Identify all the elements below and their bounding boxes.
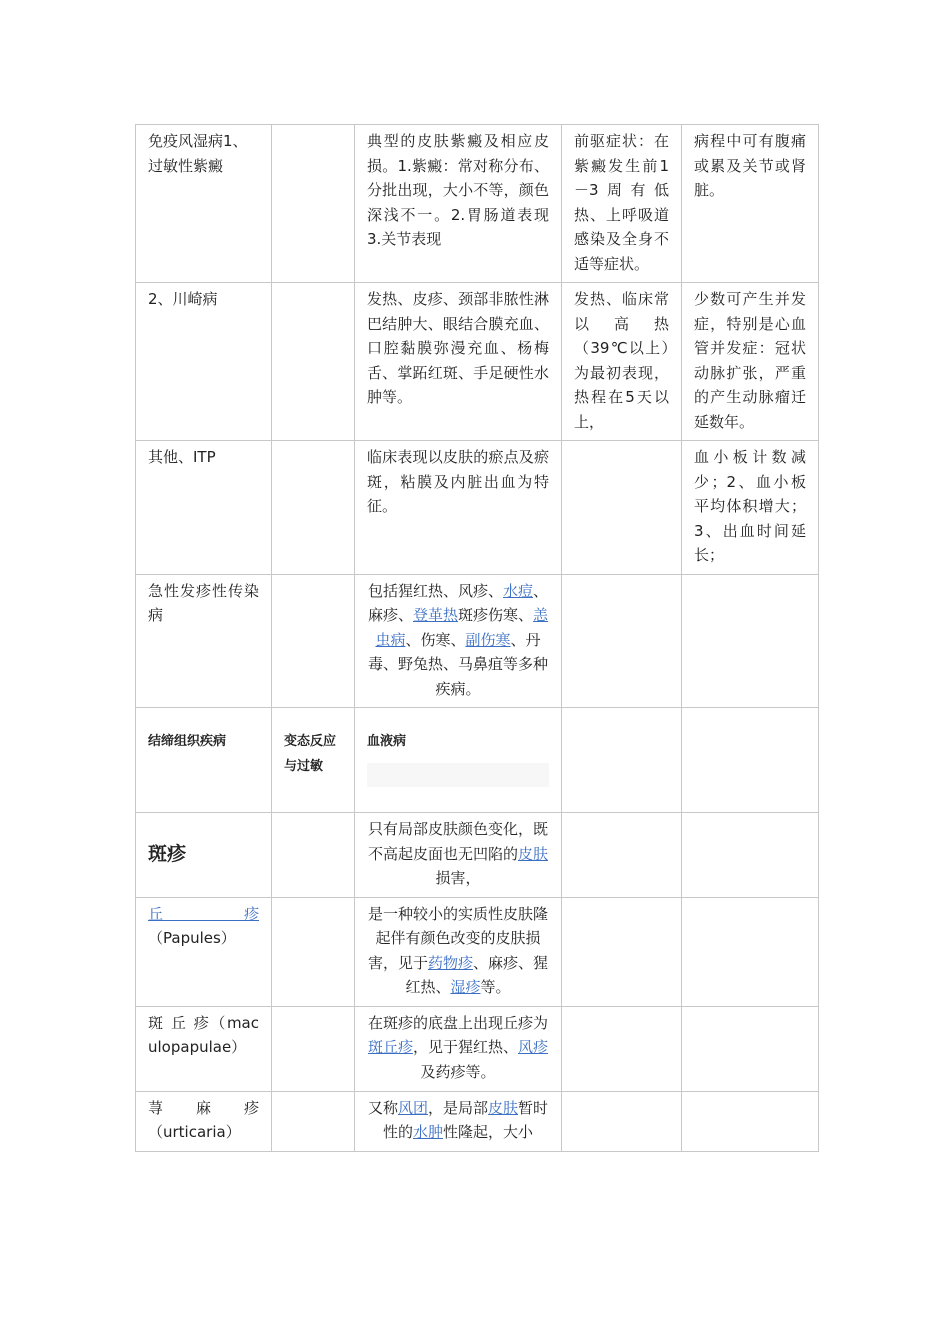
cell-disease-name: 急性发疹性传染病 [136, 574, 272, 708]
cell-definition: 又称风团，是局部皮肤暂时性的水肿性隆起，大小 [355, 1091, 562, 1151]
cell-prodrome [562, 574, 682, 708]
link-drug-eruption[interactable]: 药物疹 [427, 953, 473, 972]
link-chickenpox[interactable]: 水痘 [502, 581, 533, 600]
cell-notes: 病程中可有腹痛或累及关节或肾脏。 [682, 125, 819, 283]
link-maculopapule[interactable]: 斑丘疹 [367, 1038, 413, 1056]
cell-term-macule: 斑疹 [136, 813, 272, 898]
cell-manifestation: 典型的皮肤紫癜及相应皮损。1.紫癜：常对称分布、分批出现，大小不等，颜色深浅不一。2.胃肠道表现 3.关节表现 [355, 125, 562, 283]
cell-term-maculopapule: 斑 丘 疹（maculopapulae） [136, 1006, 272, 1091]
cell-term-papule: 丘 疹 （Papules） [136, 897, 272, 1006]
cell-prodrome [562, 708, 682, 813]
cell-heading-connective: 结缔组织疾病 [136, 708, 272, 813]
cell-manifestation: 发热、皮疹、颈部非脓性淋巴结肿大、眼结合膜充血、口腔黏膜弥漫充血、杨梅舌、掌跖红斑、手足硬性水肿等。 [355, 283, 562, 441]
cell-notes [682, 1006, 819, 1091]
table-row [136, 897, 819, 1006]
cell-manifestation: 包括猩红热、风疹、水痘、麻疹、登革热斑疹伤寒、恙虫病、伤寒、副伤寒、丹毒、野兔热、马鼻疽等多种疾病。 [355, 574, 562, 708]
link-eczema[interactable]: 湿疹 [450, 978, 481, 996]
cell-notes [682, 813, 819, 898]
cell-prodrome [562, 897, 682, 1006]
cell-notes [682, 708, 819, 813]
link-dengue[interactable]: 登革热 [412, 606, 458, 624]
cell-definition: 在斑疹的底盘上出现丘疹为斑丘疹，见于猩红热、风疹及药疹等。 [355, 1006, 562, 1091]
link-papule[interactable]: 丘 疹 [148, 904, 259, 923]
table-row [136, 441, 819, 575]
cell-prodrome [562, 441, 682, 575]
cell-notes [682, 574, 819, 708]
disease-table [135, 124, 819, 1152]
link-scrub-typhus[interactable]: 恙虫病 [375, 606, 549, 649]
cell-manifestation: 临床表现以皮肤的瘀点及瘀斑，粘膜及内脏出血为特征。 [355, 441, 562, 575]
cell-category [272, 897, 355, 1006]
cell-disease-name: 2、川崎病 [136, 283, 272, 441]
cell-notes: 少数可产生并发症，特别是心血管并发症：冠状动脉扩张，严重的产生动脉瘤迁延数年。 [682, 283, 819, 441]
link-skin[interactable]: 皮肤 [518, 844, 549, 863]
cell-notes [682, 1091, 819, 1151]
cell-disease-name: 其他、ITP [136, 441, 272, 575]
cell-category [272, 441, 355, 575]
link-rubella[interactable]: 风疹 [518, 1038, 549, 1056]
link-skin[interactable]: 皮肤 [488, 1098, 519, 1117]
cell-heading-allergy: 变态反应与过敏 [272, 708, 355, 813]
cell-prodrome [562, 1091, 682, 1151]
cell-category [272, 1091, 355, 1151]
cell-term-urticaria: 荨 麻 疹（urticaria） [136, 1091, 272, 1151]
cell-notes [682, 897, 819, 1006]
table-row [136, 283, 819, 441]
table-row [136, 813, 819, 898]
cell-category [272, 813, 355, 898]
table-row [136, 125, 819, 283]
link-edema[interactable]: 水肿 [412, 1123, 443, 1141]
table-row [136, 708, 819, 813]
cell-category [272, 283, 355, 441]
cell-prodrome [562, 813, 682, 898]
cell-prodrome [562, 1006, 682, 1091]
table-row [136, 1091, 819, 1151]
cell-notes: 血小板计数减少；2、血小板平均体积增大；3、出血时间延长； [682, 441, 819, 575]
cell-category [272, 125, 355, 283]
cell-heading-blood: 血液病 [355, 708, 562, 813]
link-wheal[interactable]: 风团 [397, 1098, 428, 1117]
cell-definition: 是一种较小的实质性皮肤隆起伴有颜色改变的皮肤损害，见于药物疹、麻疹、猩红热、湿疹等。 [355, 897, 562, 1006]
cell-definition: 只有局部皮肤颜色变化，既不高起皮面也无凹陷的皮肤损害， [355, 813, 562, 898]
link-paratyphoid[interactable]: 副伤寒 [465, 630, 511, 649]
cell-prodrome: 发热、临床常以 高 热（39℃以上）为最初表现，热程在5天以上， [562, 283, 682, 441]
cell-disease-name: 免疫风湿病1、过敏性紫癜 [136, 125, 272, 283]
table-row [136, 574, 819, 708]
cell-category [272, 574, 355, 708]
cell-prodrome: 前驱症状：在紫癜发生前1－3周有低热、上呼吸道感染及全身不适等症状。 [562, 125, 682, 283]
table-row [136, 1006, 819, 1091]
cell-category [272, 1006, 355, 1091]
